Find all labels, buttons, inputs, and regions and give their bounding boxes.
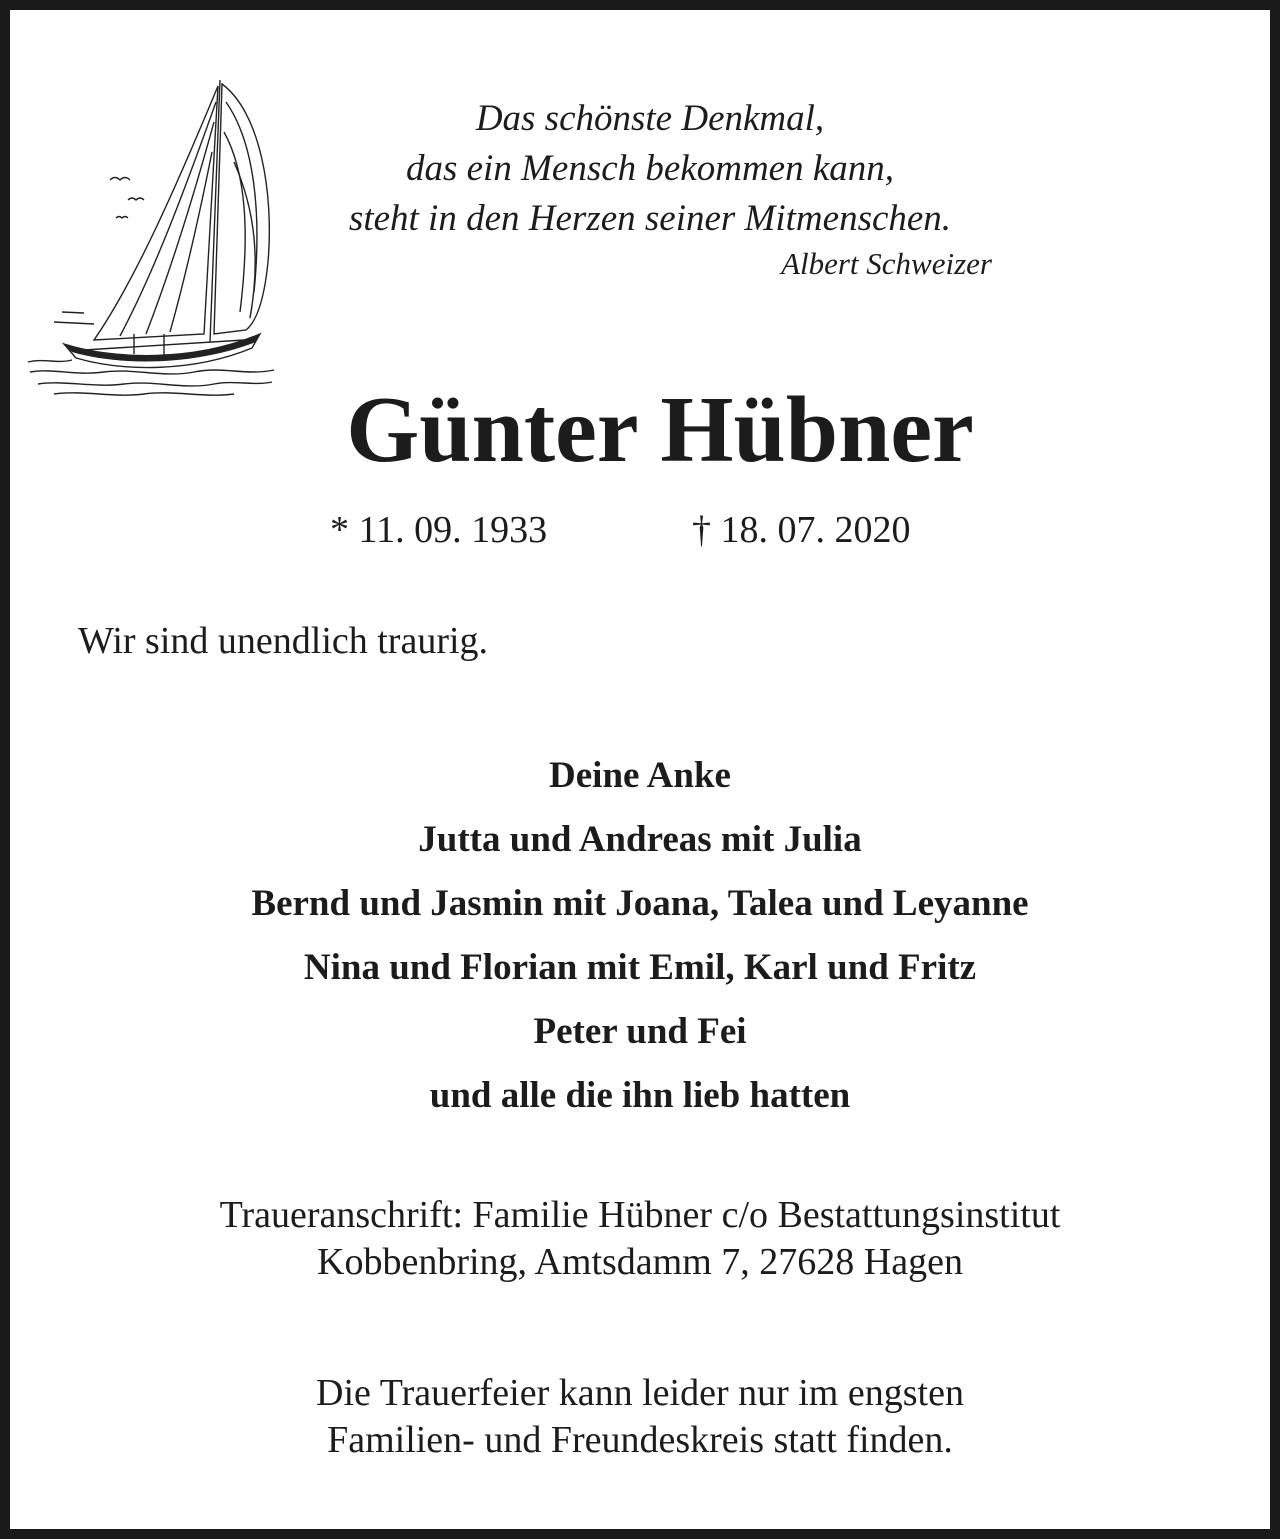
notice-line: Familien- und Freundeskreis statt finden. [327,1419,953,1461]
birth-date: * 11. 09. 1933 [330,509,548,551]
mourner-line: Peter und Fei [533,1011,747,1052]
death-date: † 18. 07. 2020 [692,509,911,551]
memorial-quote [280,94,1020,244]
address-line: Traueranschrift: Familie Hübner c/o Bestattungsinstitut [219,1194,1061,1236]
mourner-line: und alle die ihn lieb hatten [429,1075,851,1116]
quote-line: Das schönste Denkmal, [475,98,825,139]
notice-line: Die Trauerfeier kann leider nur im engsten [316,1372,964,1414]
funeral-notice [10,1370,1270,1464]
deceased-name: Günter Hübner [346,378,974,482]
mourner-line: Deine Anke [549,755,731,796]
quote-line: steht in den Herzen seiner Mitmenschen. [348,198,952,239]
address-line: Kobbenbring, Amtsdamm 7, 27628 Hagen [317,1241,963,1283]
mourner-line: Nina und Florian mit Emil, Karl und Fritz [303,947,977,988]
quote-line: das ein Mensch bekommen kann, [405,148,895,189]
mourner-line: Jutta und Andreas mit Julia [418,819,862,860]
mourners-list [10,744,1270,1128]
quote-author: Albert Schweizer [781,246,992,281]
mourning-address [10,1192,1270,1286]
intro-text: Wir sind unendlich traurig. [78,620,489,662]
mourner-line: Bernd und Jasmin mit Joana, Talea und Leyanne [251,883,1029,924]
sailboat-icon [24,72,286,400]
